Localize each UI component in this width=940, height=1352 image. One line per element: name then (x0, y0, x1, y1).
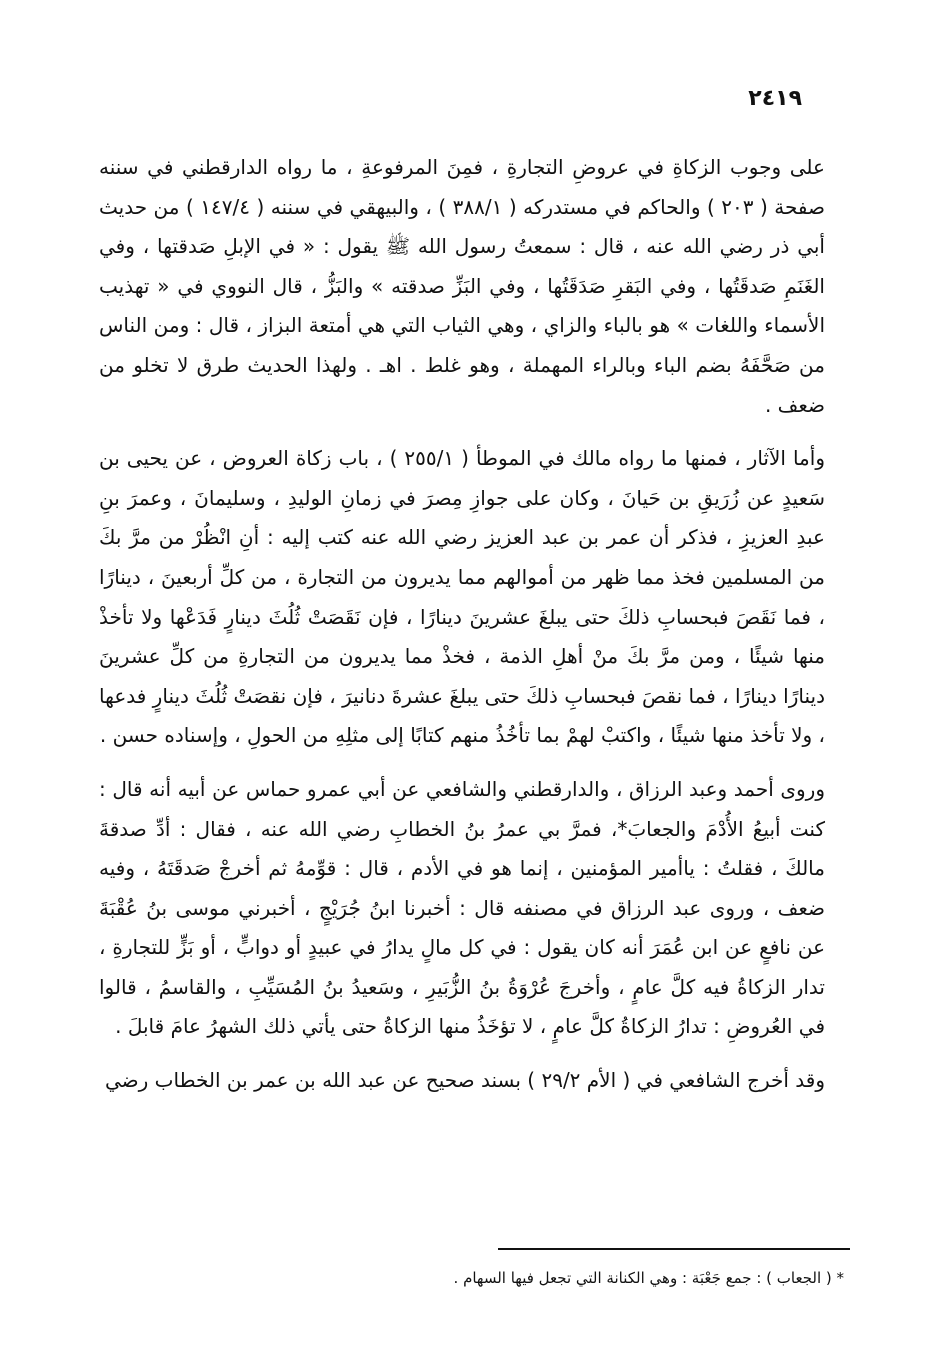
footnote: * ( الجعاب ) : جمع جَعْبَة : وهي الكنانة التي تجعل فيها السهام . (453, 1269, 844, 1287)
paragraph-marfu-hadith: على وجوب الزكاةِ في عروضِ التجارةِ ، فمِنَ المرفوعةِ ، ما رواه الدارقطني في سننه صفحة ( ٢٠٣ ) والحاكم في مستدركه ( ٣٨٨/١ ) ، والبيهقي في سننه ( ١٤٧/٤ ) من حديث أبي ذر رضي الله عنه ، قال : سمعتُ رسول الله ﷺ يقول : « في الإبلِ صَدقتها ، وفي الغَنَمِ صَدقَتُها ، وفي البَقرِ صَدَقَتُها ، وفي البَزِّ صدقته » والبَزُّ ، قال النووي في « تهذيب الأسماء واللغات » هو بالباء والزاي ، وهي الثياب التي هي أمتعة البزاز ، قال : ومن الناس من صَحَّفَهُ بضم الباء وبالراء المهملة ، وهو غلط . اهـ . ولهذا الحديث طرق لا تخلو من ضعف . (99, 155, 826, 417)
main-text (99, 148, 825, 1101)
page-number: ٢٤١٩ (748, 86, 802, 111)
paragraph-shafii: وقد أخرج الشافعي في ( الأم ٢٩/٢ ) بسند صحيح عن عبد الله بن عمر بن الخطاب رضي (105, 1068, 825, 1093)
paragraph-ahmad-abdulrazzaq: وروى أحمد وعبد الرزاق ، والدارقطني والشافعي عن أبي عمرو حماس عن أبيه أنه قال : كنت أبيعُ الأُدْمَ والجعابَ*، فمرَّ بي عمرُ بنُ الخطابِ رضي الله عنه ، فقال : أدِّ صدقةَ مالكَ ، فقلتُ : ياأمير المؤمنين ، إنما هو في الأدم ، قال : قوِّمهُ ثم أخرجْ صَدقَتَهُ ، وفيه ضعف ، وروى عبد الرزاق في مصنفه قال : أخبرنا ابنُ جُرَيْجٍ ، أخبرني موسى بنُ عُقْبَةَ عن نافعٍ عن ابن عُمَرَ أنه كان يقول : في كل مالٍ يدارُ في عبيدٍ أو دوابٍّ ، أو بَزٍّ للتجارةِ ، تدار الزكاةُ فيه كلَّ عامٍ ، وأخرجَ عُرْوَةُ بنُ الزُّبَيرِ ، وسَعيدُ بنُ المُسَيِّبِ ، والقاسمُ ، قالوا في العُروضِ : تدارُ الزكاةُ كلَّ عامٍ ، لا تؤخَذُ منها الزكاةُ حتى يأتي ذلك الشهرُ عامَ قابلَ . (99, 776, 825, 1039)
paragraph-athar-malik: وأما الآثار ، فمنها ما رواه مالك في الموطأ ( ٢٥٥/١ ) ، باب زكاة العروض ، عن يحيى بن سَعيدٍ عن زُرَيقِ بن حَيانَ ، وكان على جوازِ مِصرَ في زمانِ الوليدِ ، وسليمانَ ، وعمرَ بنِ عبدِ العزيزِ ، فذكر أن عمر بن عبد العزيز رضي الله عنه كتب إليه : أنِ انْظُرْ من مرَّ بكَ من المسلمين فخذ مما ظهر من أموالهم مما يديرون من التجارة ، من كلِّ أربعينَ ، دينارًا ، فما نَقَصَ فبحسابِ ذلكَ حتى يبلغَ عشرينَ دينارًا ، فإن نَقَصَتْ ثُلُثَ دينارٍ فَدَعْها ولا تأخذْ منها شيئًا ، ومن مرَّ بكَ منْ أهلِ الذمة ، فخذْ مما يديرون من التجارةِ من كلِّ عشرينَ دينارًا دينارًا ، فما نقصَ فبحسابِ ذلكَ حتى يبلغَ عشرةَ دنانيرَ ، فإن نقصَتْ ثُلُثَ دينارٍ فدعها ، ولا تأخذ منها شيئًا ، واكتبْ لهمْ بما تأخُذُ منهم كتابًا إلى مثلِهِ من الحولِ ، وإسناده حسن . (99, 446, 825, 748)
footnote-divider (498, 1248, 850, 1250)
